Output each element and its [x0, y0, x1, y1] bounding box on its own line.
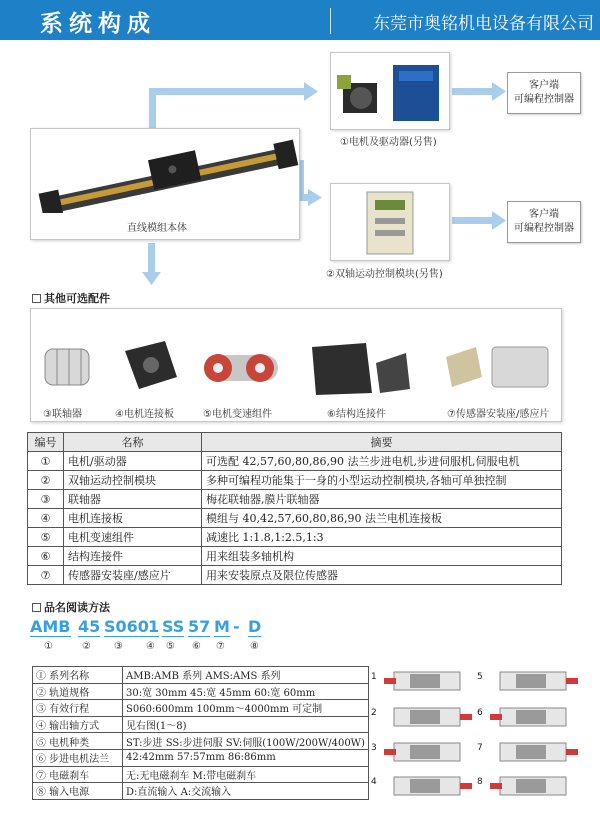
- naming-key: ① 系列名称: [33, 667, 123, 684]
- naming-key: ⑧ 输入电源: [33, 783, 123, 800]
- cell-number: ①: [28, 452, 64, 471]
- controller-box: [330, 183, 450, 261]
- cell-summary: 减速比 1:1.8,1:2.5,1:3: [202, 528, 562, 547]
- col-header-summary: 摘要: [202, 433, 562, 452]
- code-segment-motor: SS: [162, 617, 185, 636]
- mount-number-3: 3: [371, 743, 377, 753]
- plc-label: 可编程控制器: [514, 94, 574, 105]
- plc-label: 可编程控制器: [514, 223, 574, 234]
- mount-number-1: 1: [371, 672, 377, 682]
- linear-module-image: [31, 133, 299, 213]
- code-segment-flange: 57: [188, 617, 211, 636]
- table-row: [33, 749, 369, 766]
- code-segment-rail: 45: [78, 617, 101, 636]
- table-row: [33, 700, 369, 717]
- mount-diagram: [394, 777, 472, 795]
- cell-name: 电机连接板: [64, 509, 202, 528]
- code-number-6: ⑥: [192, 641, 201, 652]
- code-segment-brake: M: [214, 617, 230, 636]
- table-row: [33, 716, 369, 733]
- cell-number: ②: [28, 471, 64, 490]
- naming-key: ⑥ 步进电机法兰: [33, 749, 123, 766]
- cell-summary: 可选配 42,57,60,80,86,90 法兰步进电机,步进伺服机,伺服电机: [202, 452, 562, 471]
- option-label-motor-plate: ④电机连接板: [115, 409, 174, 420]
- naming-value: D:直流输入 A:交流输入: [123, 783, 369, 800]
- cell-number: ④: [28, 509, 64, 528]
- mount-diagram: [500, 672, 578, 690]
- table-row: [33, 683, 369, 700]
- motor-plate-image: [115, 331, 185, 401]
- naming-key: ⑤ 电机种类: [33, 733, 123, 750]
- cell-name: 电机/驱动器: [64, 452, 202, 471]
- cell-summary: 用来安装原点及限位传感器: [202, 566, 562, 585]
- code-number-8: ⑧: [250, 641, 259, 652]
- client-plc-box-1: [507, 72, 581, 114]
- cell-summary: 多种可编程功能集于一身的小型运动控制模块,各轴可单独控制: [202, 471, 562, 490]
- controller-caption: ②双轴运动控制模块(另售): [326, 269, 443, 280]
- code-number-3: ③: [114, 641, 123, 652]
- structure-connector-image: [306, 333, 416, 403]
- option-label-coupling: ③联轴器: [43, 409, 82, 420]
- naming-value: 30:宽 30mm 45:宽 45mm 60:宽 60mm: [123, 683, 369, 700]
- cell-number: ③: [28, 490, 64, 509]
- options-heading: [32, 290, 110, 306]
- code-segment-power: D: [248, 617, 262, 636]
- naming-value: S060:600mm 100mm～4000mm 可定制: [123, 700, 369, 717]
- table-row: [33, 766, 369, 783]
- coupling-image: [37, 337, 97, 397]
- cell-name: 结构连接件: [64, 547, 202, 566]
- table-row: [28, 509, 562, 528]
- output-shaft-diagrams: [368, 664, 598, 804]
- cell-number: ⑤: [28, 528, 64, 547]
- naming-value: ST:步进 SS:步进伺服 SV:伺服(100W/200W/400W): [123, 733, 369, 750]
- motor-caption: ①电机及驱动器(另售): [340, 137, 437, 148]
- naming-key: ③ 有效行程: [33, 700, 123, 717]
- code-segment-stroke: S060: [104, 617, 149, 636]
- naming-key: ⑦ 电磁刹车: [33, 766, 123, 783]
- code-number-5: ⑤: [166, 641, 175, 652]
- cell-summary: 梅花联轴器,膜片联轴器: [202, 490, 562, 509]
- linear-module-box: [30, 128, 300, 240]
- cell-number: ⑥: [28, 547, 64, 566]
- mount-number-7: 7: [477, 743, 483, 753]
- options-panel: [30, 308, 562, 422]
- table-row: [28, 452, 562, 471]
- naming-heading-text: 品名阅读方法: [44, 601, 110, 614]
- naming-heading: [32, 599, 110, 615]
- cell-name: 电机变速组件: [64, 528, 202, 547]
- cell-summary: 用来组装多轴机构: [202, 547, 562, 566]
- code-segment-series: AMB: [30, 617, 71, 636]
- naming-value: 42:42mm 57:57mm 86:86mm: [123, 749, 369, 766]
- cell-name: 联轴器: [64, 490, 202, 509]
- cell-name: 双轴运动控制模块: [64, 471, 202, 490]
- code-number-4: ④: [146, 641, 155, 652]
- mount-number-2: 2: [371, 708, 377, 718]
- mount-number-4: 4: [371, 777, 377, 787]
- mount-number-8: 8: [477, 777, 483, 787]
- table-row: [33, 733, 369, 750]
- module-caption: 直线模组本体: [127, 223, 187, 234]
- table-row: [33, 783, 369, 800]
- cell-number: ⑦: [28, 566, 64, 585]
- code-segment-shaft: 1: [148, 617, 160, 636]
- motor-driver-image: [331, 53, 449, 129]
- table-row: [28, 471, 562, 490]
- option-label-structure: ⑥结构连接件: [327, 409, 386, 420]
- code-number-1: ①: [44, 641, 53, 652]
- naming-key: ② 轨道规格: [33, 683, 123, 700]
- mount-diagram: [500, 743, 578, 761]
- sensor-mount-image: [436, 333, 556, 403]
- table-row: [28, 566, 562, 585]
- naming-table: [32, 666, 369, 800]
- mount-diagram: [394, 708, 472, 726]
- mount-diagram: [490, 708, 566, 726]
- col-header-name: 名称: [64, 433, 202, 452]
- mount-number-5: 5: [477, 672, 483, 682]
- table-row: [28, 547, 562, 566]
- client-label: 客户端: [529, 209, 559, 220]
- gear-kit-image: [196, 333, 286, 403]
- mount-diagram: [384, 672, 460, 690]
- code-number-2: ②: [82, 641, 91, 652]
- heading-square-icon: [32, 603, 41, 612]
- code-separator: -: [233, 617, 240, 636]
- code-number-7: ⑦: [216, 641, 225, 652]
- cell-name: 传感器安装座/感应片: [64, 566, 202, 585]
- client-label: 客户端: [529, 80, 559, 91]
- table-header-row: [28, 433, 562, 452]
- naming-key: ④ 输出轴方式: [33, 716, 123, 733]
- company-name: 东莞市奥铭机电设备有限公司: [373, 14, 594, 34]
- option-label-sensor-mount: ⑦传感器安装座/感应片: [447, 409, 550, 420]
- options-heading-text: 其他可选配件: [44, 292, 110, 305]
- mount-diagram: [384, 743, 460, 761]
- heading-square-icon: [32, 294, 41, 303]
- mount-diagram: [490, 777, 566, 795]
- table-row: [33, 667, 369, 684]
- mount-number-6: 6: [477, 708, 483, 718]
- naming-value: 无:无电磁刹车 M:带电磁刹车: [123, 766, 369, 783]
- naming-value: AMB:AMB 系列 AMS:AMS 系列: [123, 667, 369, 684]
- col-header-number: 编号: [28, 433, 64, 452]
- page-title: 系统构成: [40, 11, 156, 37]
- naming-value: 见右图(1～8): [123, 716, 369, 733]
- table-row: [28, 490, 562, 509]
- option-label-gear-kit: ⑤电机变速组件: [203, 409, 272, 420]
- controller-image: [331, 184, 449, 260]
- spec-table: [27, 432, 562, 585]
- motor-driver-box: [330, 52, 450, 130]
- client-plc-box-2: [507, 201, 581, 243]
- table-row: [28, 528, 562, 547]
- cell-summary: 模组与 40,42,57,60,80,86,90 法兰电机连接板: [202, 509, 562, 528]
